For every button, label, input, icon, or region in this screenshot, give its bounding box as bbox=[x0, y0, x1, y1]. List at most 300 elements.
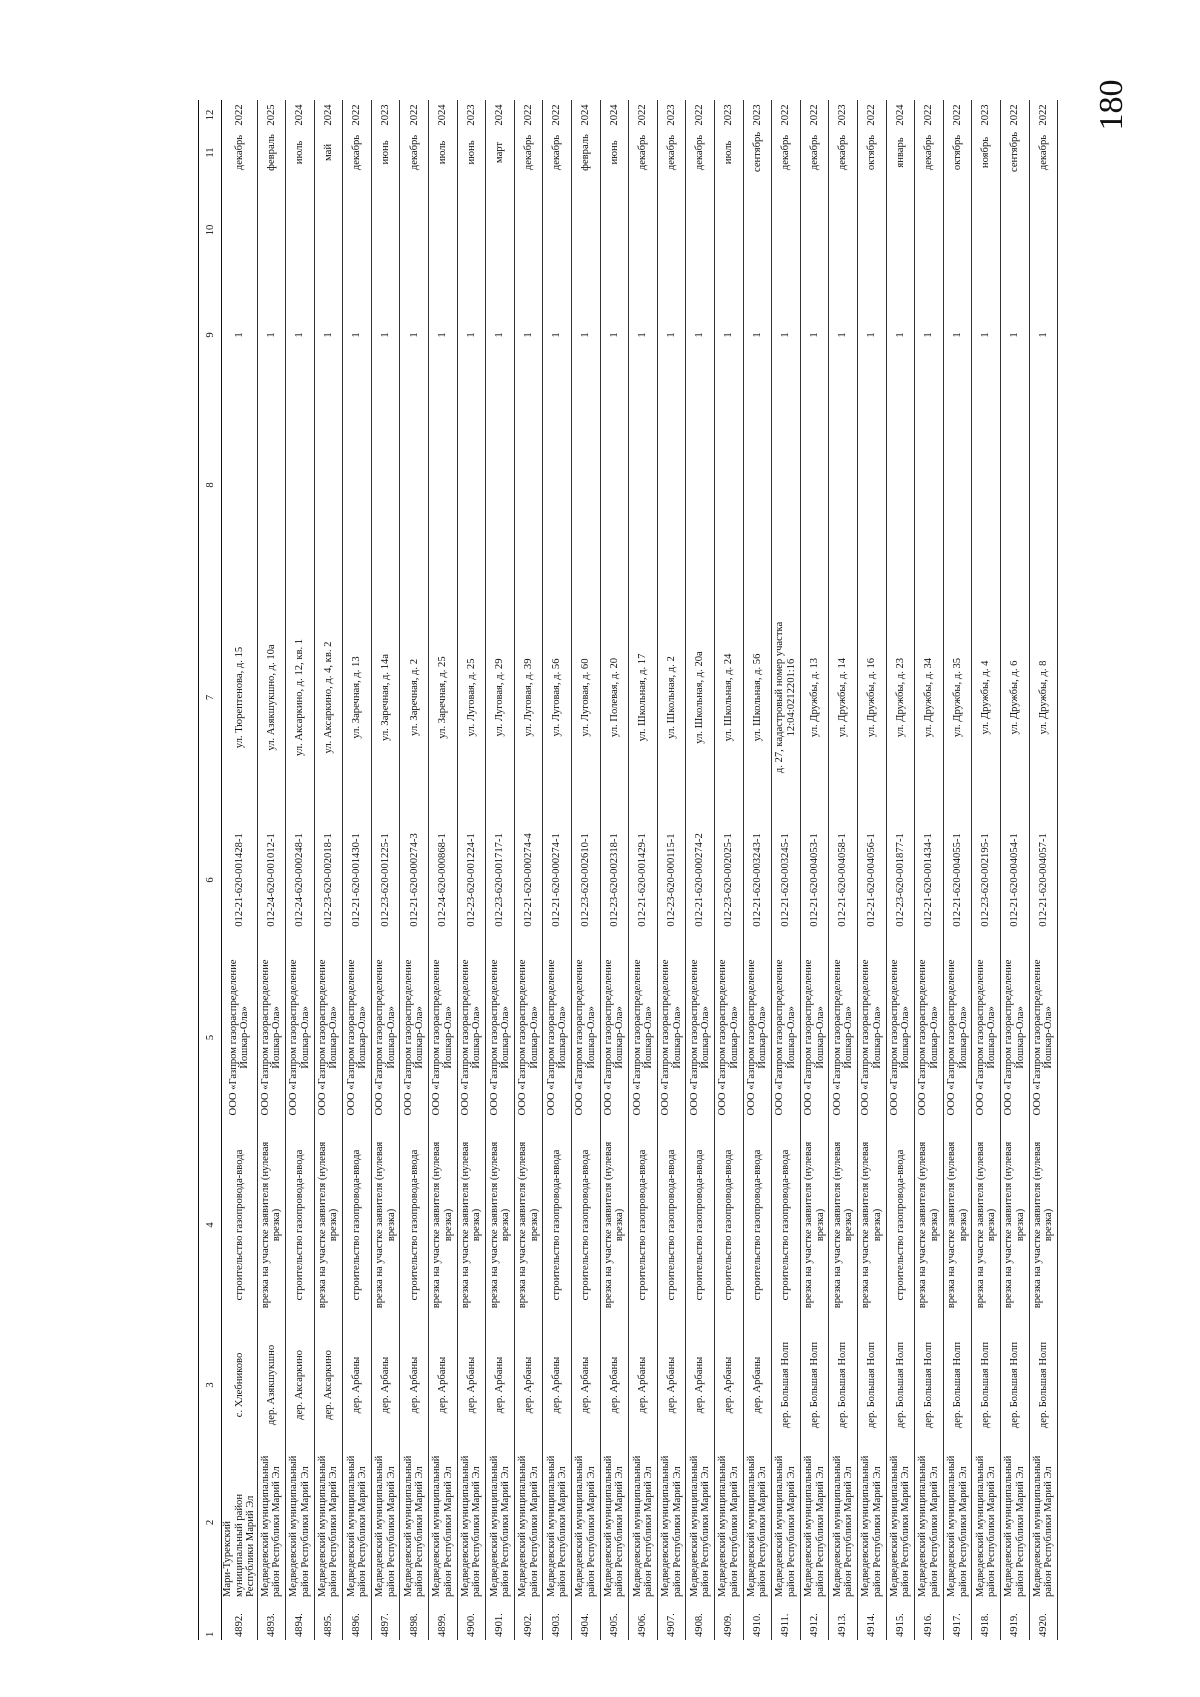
year-cell: 2024 bbox=[572, 100, 601, 130]
year-cell: 2023 bbox=[657, 100, 686, 130]
row-number-cell: 4906. bbox=[629, 1600, 658, 1640]
row-number-cell: 4909. bbox=[715, 1600, 744, 1640]
quantity-cell: 1 bbox=[915, 285, 944, 385]
table-row bbox=[915, 100, 944, 1640]
address-cell: ул. Школьная, д. 17 bbox=[629, 585, 658, 810]
column-10-cell bbox=[857, 175, 886, 285]
district-cell: Медведевский муниципальный район Республики Марий Эл bbox=[972, 1445, 1001, 1600]
column-8-cell bbox=[457, 385, 486, 585]
work-type-cell: врезка на участке заявителя (нулевая врезка) bbox=[857, 1125, 886, 1325]
table-row bbox=[286, 100, 315, 1640]
column-8-cell bbox=[572, 385, 601, 585]
work-type-cell: строительство газопровода-ввода bbox=[657, 1125, 686, 1325]
district-cell: Медведевский муниципальный район Республики Марий Эл bbox=[400, 1445, 429, 1600]
year-cell: 2022 bbox=[629, 100, 658, 130]
row-number-cell: 4900. bbox=[457, 1600, 486, 1640]
district-cell: Медведевский муниципальный район Республики Марий Эл bbox=[600, 1445, 629, 1600]
work-type-cell: строительство газопровода-ввода bbox=[743, 1125, 772, 1325]
month-cell: декабрь bbox=[915, 130, 944, 175]
address-cell: ул. Школьная, д. 56 bbox=[743, 585, 772, 810]
column-10-cell bbox=[600, 175, 629, 285]
month-cell: февраль bbox=[257, 130, 286, 175]
quantity-cell: 1 bbox=[715, 285, 744, 385]
address-cell: ул. Луговая, д. 39 bbox=[514, 585, 543, 810]
column-10-cell bbox=[829, 175, 858, 285]
district-cell: Медведевский муниципальный район Республики Марий Эл bbox=[543, 1445, 572, 1600]
object-code-cell: 012-23-620-002318-1 bbox=[600, 810, 629, 950]
address-cell: ул. Дружбы, д. 23 bbox=[886, 585, 915, 810]
column-10-cell bbox=[314, 175, 343, 285]
work-type-cell: строительство газопровода-ввода bbox=[772, 1125, 801, 1325]
settlement-cell: дер. Большая Нолп bbox=[800, 1325, 829, 1445]
column-header: 2 bbox=[199, 1445, 222, 1600]
column-10-cell bbox=[886, 175, 915, 285]
quantity-cell: 1 bbox=[1000, 285, 1029, 385]
quantity-cell: 1 bbox=[572, 285, 601, 385]
year-cell: 2023 bbox=[972, 100, 1001, 130]
table-row bbox=[772, 100, 801, 1640]
district-cell: Медведевский муниципальный район Республики Марий Эл bbox=[657, 1445, 686, 1600]
district-cell: Медведевский муниципальный район Республики Марий Эл bbox=[915, 1445, 944, 1600]
month-cell: декабрь bbox=[800, 130, 829, 175]
column-header: 12 bbox=[199, 100, 222, 130]
settlement-cell: дер. Большая Нолп bbox=[915, 1325, 944, 1445]
month-cell: ноябрь bbox=[972, 130, 1001, 175]
quantity-cell: 1 bbox=[772, 285, 801, 385]
object-code-cell: 012-21-620-003243-1 bbox=[743, 810, 772, 950]
year-cell: 2022 bbox=[514, 100, 543, 130]
table-row bbox=[400, 100, 429, 1640]
object-code-cell: 012-21-620-004054-1 bbox=[1000, 810, 1029, 950]
district-cell: Медведевский муниципальный район Республики Марий Эл bbox=[829, 1445, 858, 1600]
organization-cell: ООО «Газпром газораспределение Йошкар-Ола» bbox=[572, 950, 601, 1125]
settlement-cell: дер. Большая Нолп bbox=[972, 1325, 1001, 1445]
row-number-cell: 4914. bbox=[857, 1600, 886, 1640]
year-cell: 2023 bbox=[715, 100, 744, 130]
work-type-cell: врезка на участке заявителя (нулевая врезка) bbox=[429, 1125, 458, 1325]
settlement-cell: дер. Арбаны bbox=[514, 1325, 543, 1445]
column-8-cell bbox=[829, 385, 858, 585]
column-8-cell bbox=[657, 385, 686, 585]
settlement-cell: дер. Арбаны bbox=[400, 1325, 429, 1445]
column-10-cell bbox=[972, 175, 1001, 285]
work-type-cell: строительство газопровода-ввода bbox=[629, 1125, 658, 1325]
settlement-cell: дер. Большая Нолп bbox=[857, 1325, 886, 1445]
table-row bbox=[543, 100, 572, 1640]
month-cell: декабрь bbox=[400, 130, 429, 175]
settlement-cell: дер. Арбаны bbox=[343, 1325, 372, 1445]
address-cell: ул. Школьная, д. 20а bbox=[686, 585, 715, 810]
work-type-cell: врезка на участке заявителя (нулевая врезка) bbox=[314, 1125, 343, 1325]
column-8-cell bbox=[943, 385, 972, 585]
table-row bbox=[972, 100, 1001, 1640]
work-type-cell: врезка на участке заявителя (нулевая врезка) bbox=[1029, 1125, 1058, 1325]
column-10-cell bbox=[915, 175, 944, 285]
object-code-cell: 012-21-620-004057-1 bbox=[1029, 810, 1058, 950]
district-cell: Медведевский муниципальный район Республики Марий Эл bbox=[857, 1445, 886, 1600]
district-cell: Медведевский муниципальный район Республики Марий Эл bbox=[772, 1445, 801, 1600]
object-code-cell: 012-21-620-000274-1 bbox=[543, 810, 572, 950]
address-cell: ул. Дружбы, д. 6 bbox=[1000, 585, 1029, 810]
district-cell: Медведевский муниципальный район Республики Марий Эл bbox=[429, 1445, 458, 1600]
column-8-cell bbox=[629, 385, 658, 585]
settlement-cell: дер. Арбаны bbox=[715, 1325, 744, 1445]
column-8-cell bbox=[486, 385, 515, 585]
organization-cell: ООО «Газпром газораспределение Йошкар-Ола» bbox=[343, 950, 372, 1125]
table-row bbox=[715, 100, 744, 1640]
column-10-cell bbox=[1000, 175, 1029, 285]
column-8-cell bbox=[257, 385, 286, 585]
table-row bbox=[886, 100, 915, 1640]
settlement-cell: дер. Большая Нолп bbox=[829, 1325, 858, 1445]
settlement-cell: дер. Арбаны bbox=[429, 1325, 458, 1445]
year-cell: 2024 bbox=[886, 100, 915, 130]
table-row bbox=[629, 100, 658, 1640]
rotated-table-container bbox=[198, 100, 1055, 1640]
district-cell: Медведевский муниципальный район Республики Марий Эл bbox=[514, 1445, 543, 1600]
district-cell: Медведевский муниципальный район Республики Марий Эл bbox=[486, 1445, 515, 1600]
settlement-cell: дер. Арбаны bbox=[371, 1325, 400, 1445]
work-type-cell: врезка на участке заявителя (нулевая врезка) bbox=[943, 1125, 972, 1325]
column-8-cell bbox=[314, 385, 343, 585]
object-code-cell: 012-21-620-004056-1 bbox=[857, 810, 886, 950]
quantity-cell: 1 bbox=[629, 285, 658, 385]
work-type-cell: строительство газопровода-ввода bbox=[686, 1125, 715, 1325]
organization-cell: ООО «Газпром газораспределение Йошкар-Ола» bbox=[800, 950, 829, 1125]
object-code-cell: 012-24-620-001012-1 bbox=[257, 810, 286, 950]
column-10-cell bbox=[772, 175, 801, 285]
column-8-cell bbox=[743, 385, 772, 585]
table-row bbox=[829, 100, 858, 1640]
column-10-cell bbox=[371, 175, 400, 285]
address-cell: ул. Луговая, д. 60 bbox=[572, 585, 601, 810]
row-number-cell: 4892. bbox=[222, 1600, 258, 1640]
table-row bbox=[486, 100, 515, 1640]
settlement-cell: дер. Аксаркино bbox=[314, 1325, 343, 1445]
settlement-cell: дер. Большая Нолп bbox=[1000, 1325, 1029, 1445]
year-cell: 2025 bbox=[257, 100, 286, 130]
object-code-cell: 012-21-620-004053-1 bbox=[800, 810, 829, 950]
work-type-cell: врезка на участке заявителя (нулевая врезка) bbox=[514, 1125, 543, 1325]
organization-cell: ООО «Газпром газораспределение Йошкар-Ола» bbox=[715, 950, 744, 1125]
work-type-cell: строительство газопровода-ввода bbox=[222, 1125, 258, 1325]
address-cell: ул. Дружбы, д. 34 bbox=[915, 585, 944, 810]
district-cell: Медведевский муниципальный район Республики Марий Эл bbox=[629, 1445, 658, 1600]
row-number-cell: 4917. bbox=[943, 1600, 972, 1640]
settlement-cell: дер. Арбаны bbox=[543, 1325, 572, 1445]
year-cell: 2023 bbox=[743, 100, 772, 130]
district-cell: Медведевский муниципальный район Республики Марий Эл bbox=[314, 1445, 343, 1600]
work-type-cell: строительство газопровода-ввода bbox=[343, 1125, 372, 1325]
settlement-cell: дер. Арбаны bbox=[457, 1325, 486, 1445]
address-cell: ул. Заречная, д. 13 bbox=[343, 585, 372, 810]
quantity-cell: 1 bbox=[857, 285, 886, 385]
district-cell: Медведевский муниципальный район Республики Марий Эл bbox=[343, 1445, 372, 1600]
quantity-cell: 1 bbox=[514, 285, 543, 385]
quantity-cell: 1 bbox=[343, 285, 372, 385]
district-cell: Мари-Турекский муниципальный район Республики Марий Эл bbox=[222, 1445, 258, 1600]
column-10-cell bbox=[222, 175, 258, 285]
address-cell: ул. Заречная, д. 25 bbox=[429, 585, 458, 810]
column-8-cell bbox=[972, 385, 1001, 585]
table-row bbox=[857, 100, 886, 1640]
row-number-cell: 4918. bbox=[972, 1600, 1001, 1640]
year-cell: 2022 bbox=[1029, 100, 1058, 130]
object-code-cell: 012-21-620-004058-1 bbox=[829, 810, 858, 950]
table-row bbox=[257, 100, 286, 1640]
row-number-cell: 4920. bbox=[1029, 1600, 1058, 1640]
row-number-cell: 4897. bbox=[371, 1600, 400, 1640]
address-cell: ул. Школьная, д. 24 bbox=[715, 585, 744, 810]
column-8-cell bbox=[343, 385, 372, 585]
column-10-cell bbox=[686, 175, 715, 285]
column-8-cell bbox=[857, 385, 886, 585]
column-8-cell bbox=[1000, 385, 1029, 585]
column-8-cell bbox=[686, 385, 715, 585]
column-header: 6 bbox=[199, 810, 222, 950]
address-cell: д. 27, кадастровый номер участка 12:04:0212201:16 bbox=[772, 585, 801, 810]
month-cell: октябрь bbox=[857, 130, 886, 175]
address-cell: ул. Аксаркино, д. 12, кв. 1 bbox=[286, 585, 315, 810]
year-cell: 2022 bbox=[772, 100, 801, 130]
row-number-cell: 4899. bbox=[429, 1600, 458, 1640]
year-cell: 2024 bbox=[486, 100, 515, 130]
object-code-cell: 012-23-620-001225-1 bbox=[371, 810, 400, 950]
year-cell: 2024 bbox=[286, 100, 315, 130]
quantity-cell: 1 bbox=[486, 285, 515, 385]
month-cell: декабрь bbox=[543, 130, 572, 175]
organization-cell: ООО «Газпром газораспределение Йошкар-Ола» bbox=[429, 950, 458, 1125]
month-cell: июнь bbox=[371, 130, 400, 175]
object-code-cell: 012-21-620-001429-1 bbox=[629, 810, 658, 950]
table-row bbox=[657, 100, 686, 1640]
month-cell: февраль bbox=[572, 130, 601, 175]
row-number-cell: 4919. bbox=[1000, 1600, 1029, 1640]
organization-cell: ООО «Газпром газораспределение Йошкар-Ола» bbox=[886, 950, 915, 1125]
settlement-cell: дер. Азякшукшно bbox=[257, 1325, 286, 1445]
year-cell: 2022 bbox=[857, 100, 886, 130]
address-cell: ул. Полевая, д. 20 bbox=[600, 585, 629, 810]
quantity-cell: 1 bbox=[686, 285, 715, 385]
row-number-cell: 4903. bbox=[543, 1600, 572, 1640]
year-cell: 2022 bbox=[543, 100, 572, 130]
column-10-cell bbox=[514, 175, 543, 285]
district-cell: Медведевский муниципальный район Республики Марий Эл bbox=[1000, 1445, 1029, 1600]
year-cell: 2023 bbox=[457, 100, 486, 130]
work-type-cell: строительство газопровода-ввода bbox=[886, 1125, 915, 1325]
month-cell: май bbox=[314, 130, 343, 175]
object-code-cell: 012-23-620-001877-1 bbox=[886, 810, 915, 950]
quantity-cell: 1 bbox=[457, 285, 486, 385]
year-cell: 2022 bbox=[686, 100, 715, 130]
table-row bbox=[314, 100, 343, 1640]
row-number-cell: 4908. bbox=[686, 1600, 715, 1640]
column-8-cell bbox=[543, 385, 572, 585]
work-type-cell: строительство газопровода-ввода bbox=[286, 1125, 315, 1325]
row-number-cell: 4907. bbox=[657, 1600, 686, 1640]
column-10-cell bbox=[486, 175, 515, 285]
month-cell: декабрь bbox=[772, 130, 801, 175]
month-cell: июль bbox=[715, 130, 744, 175]
table-row bbox=[800, 100, 829, 1640]
table-row bbox=[1029, 100, 1058, 1640]
district-cell: Медведевский муниципальный район Республики Марий Эл bbox=[886, 1445, 915, 1600]
table-row bbox=[343, 100, 372, 1640]
quantity-cell: 1 bbox=[943, 285, 972, 385]
column-10-cell bbox=[743, 175, 772, 285]
object-code-cell: 012-21-620-001428-1 bbox=[222, 810, 258, 950]
organization-cell: ООО «Газпром газораспределение Йошкар-Ола» bbox=[857, 950, 886, 1125]
address-cell: ул. Луговая, д. 29 bbox=[486, 585, 515, 810]
month-cell: сентябрь bbox=[743, 130, 772, 175]
quantity-cell: 1 bbox=[743, 285, 772, 385]
row-number-cell: 4902. bbox=[514, 1600, 543, 1640]
object-code-cell: 012-23-620-001224-1 bbox=[457, 810, 486, 950]
work-type-cell: строительство газопровода-ввода bbox=[400, 1125, 429, 1325]
table-row bbox=[943, 100, 972, 1640]
year-cell: 2024 bbox=[600, 100, 629, 130]
settlement-cell: дер. Арбаны bbox=[686, 1325, 715, 1445]
year-cell: 2023 bbox=[829, 100, 858, 130]
district-cell: Медведевский муниципальный район Республики Марий Эл bbox=[457, 1445, 486, 1600]
address-cell: ул. Школьная, д. 2 bbox=[657, 585, 686, 810]
column-8-cell bbox=[1029, 385, 1058, 585]
month-cell: июль bbox=[429, 130, 458, 175]
table-row bbox=[222, 100, 258, 1640]
column-8-cell bbox=[429, 385, 458, 585]
quantity-cell: 1 bbox=[429, 285, 458, 385]
column-10-cell bbox=[257, 175, 286, 285]
month-cell: октябрь bbox=[943, 130, 972, 175]
district-cell: Медведевский муниципальный район Республики Марий Эл bbox=[800, 1445, 829, 1600]
column-8-cell bbox=[772, 385, 801, 585]
settlement-cell: дер. Большая Нолп bbox=[1029, 1325, 1058, 1445]
column-10-cell bbox=[343, 175, 372, 285]
address-cell: ул. Азякшукшно, д. 10а bbox=[257, 585, 286, 810]
organization-cell: ООО «Газпром газораспределение Йошкар-Ола» bbox=[772, 950, 801, 1125]
organization-cell: ООО «Газпром газораспределение Йошкар-Ола» bbox=[972, 950, 1001, 1125]
quantity-cell: 1 bbox=[829, 285, 858, 385]
address-cell: ул. Заречная, д. 2 bbox=[400, 585, 429, 810]
work-type-cell: врезка на участке заявителя (нулевая врезка) bbox=[600, 1125, 629, 1325]
row-number-cell: 4905. bbox=[600, 1600, 629, 1640]
month-cell: декабрь bbox=[686, 130, 715, 175]
work-type-cell: врезка на участке заявителя (нулевая врезка) bbox=[457, 1125, 486, 1325]
table-row bbox=[514, 100, 543, 1640]
organization-cell: ООО «Газпром газораспределение Йошкар-Ола» bbox=[686, 950, 715, 1125]
month-cell: декабрь bbox=[343, 130, 372, 175]
organization-cell: ООО «Газпром газораспределение Йошкар-Ола» bbox=[743, 950, 772, 1125]
quantity-cell: 1 bbox=[286, 285, 315, 385]
organization-cell: ООО «Газпром газораспределение Йошкар-Ола» bbox=[222, 950, 258, 1125]
settlement-cell: дер. Арбаны bbox=[572, 1325, 601, 1445]
column-8-cell bbox=[915, 385, 944, 585]
work-type-cell: врезка на участке заявителя (нулевая врезка) bbox=[972, 1125, 1001, 1325]
column-header: 11 bbox=[199, 130, 222, 175]
settlement-cell: дер. Арбаны bbox=[657, 1325, 686, 1445]
address-cell: ул. Дружбы, д. 16 bbox=[857, 585, 886, 810]
organization-cell: ООО «Газпром газораспределение Йошкар-Ола» bbox=[457, 950, 486, 1125]
quantity-cell: 1 bbox=[657, 285, 686, 385]
year-cell: 2022 bbox=[343, 100, 372, 130]
organization-cell: ООО «Газпром газораспределение Йошкар-Ола» bbox=[486, 950, 515, 1125]
settlement-cell: дер. Арбаны bbox=[629, 1325, 658, 1445]
table-row bbox=[686, 100, 715, 1640]
address-cell: ул. Дружбы, д. 35 bbox=[943, 585, 972, 810]
row-number-cell: 4894. bbox=[286, 1600, 315, 1640]
object-code-cell: 012-21-620-001434-1 bbox=[915, 810, 944, 950]
year-cell: 2024 bbox=[429, 100, 458, 130]
column-10-cell bbox=[286, 175, 315, 285]
organization-cell: ООО «Газпром газораспределение Йошкар-Ола» bbox=[257, 950, 286, 1125]
column-8-cell bbox=[800, 385, 829, 585]
month-cell: декабрь bbox=[1029, 130, 1058, 175]
object-code-cell: 012-21-620-000274-2 bbox=[686, 810, 715, 950]
column-header: 4 bbox=[199, 1125, 222, 1325]
settlement-cell: дер. Арбаны bbox=[743, 1325, 772, 1445]
organization-cell: ООО «Газпром газораспределение Йошкар-Ола» bbox=[371, 950, 400, 1125]
row-number-cell: 4895. bbox=[314, 1600, 343, 1640]
row-number-cell: 4912. bbox=[800, 1600, 829, 1640]
month-cell: июнь bbox=[600, 130, 629, 175]
address-cell: ул. Дружбы, д. 4 bbox=[972, 585, 1001, 810]
column-8-cell bbox=[371, 385, 400, 585]
row-number-cell: 4911. bbox=[772, 1600, 801, 1640]
row-number-cell: 4913. bbox=[829, 1600, 858, 1640]
column-8-cell bbox=[286, 385, 315, 585]
quantity-cell: 1 bbox=[222, 285, 258, 385]
column-10-cell bbox=[943, 175, 972, 285]
organization-cell: ООО «Газпром газораспределение Йошкар-Ола» bbox=[657, 950, 686, 1125]
object-code-cell: 012-21-620-003245-1 bbox=[772, 810, 801, 950]
column-10-cell bbox=[657, 175, 686, 285]
month-cell: март bbox=[486, 130, 515, 175]
row-number-cell: 4904. bbox=[572, 1600, 601, 1640]
column-10-cell bbox=[572, 175, 601, 285]
column-10-cell bbox=[457, 175, 486, 285]
organization-cell: ООО «Газпром газораспределение Йошкар-Ола» bbox=[1029, 950, 1058, 1125]
month-cell: сентябрь bbox=[1000, 130, 1029, 175]
work-type-cell: врезка на участке заявителя (нулевая врезка) bbox=[257, 1125, 286, 1325]
gasification-table bbox=[198, 100, 1058, 1640]
row-number-cell: 4915. bbox=[886, 1600, 915, 1640]
column-header: 5 bbox=[199, 950, 222, 1125]
organization-cell: ООО «Газпром газораспределение Йошкар-Ола» bbox=[1000, 950, 1029, 1125]
object-code-cell: 012-23-620-002610-1 bbox=[572, 810, 601, 950]
work-type-cell: врезка на участке заявителя (нулевая врезка) bbox=[829, 1125, 858, 1325]
address-cell: ул. Дружбы, д. 8 bbox=[1029, 585, 1058, 810]
quantity-cell: 1 bbox=[314, 285, 343, 385]
table-row bbox=[371, 100, 400, 1640]
quantity-cell: 1 bbox=[600, 285, 629, 385]
row-number-cell: 4896. bbox=[343, 1600, 372, 1640]
address-cell: ул. Луговая, д. 25 bbox=[457, 585, 486, 810]
table-body bbox=[222, 100, 1058, 1640]
district-cell: Медведевский муниципальный район Республики Марий Эл bbox=[572, 1445, 601, 1600]
column-8-cell bbox=[715, 385, 744, 585]
object-code-cell: 012-21-620-000274-3 bbox=[400, 810, 429, 950]
object-code-cell: 012-21-620-001430-1 bbox=[343, 810, 372, 950]
organization-cell: ООО «Газпром газораспределение Йошкар-Ола» bbox=[629, 950, 658, 1125]
column-10-cell bbox=[429, 175, 458, 285]
district-cell: Медведевский муниципальный район Республики Марий Эл bbox=[686, 1445, 715, 1600]
month-cell: декабрь bbox=[514, 130, 543, 175]
column-header: 8 bbox=[199, 385, 222, 585]
object-code-cell: 012-23-620-000115-1 bbox=[657, 810, 686, 950]
column-10-cell bbox=[715, 175, 744, 285]
district-cell: Медведевский муниципальный район Республики Марий Эл bbox=[1029, 1445, 1058, 1600]
organization-cell: ООО «Газпром газораспределение Йошкар-Ола» bbox=[286, 950, 315, 1125]
